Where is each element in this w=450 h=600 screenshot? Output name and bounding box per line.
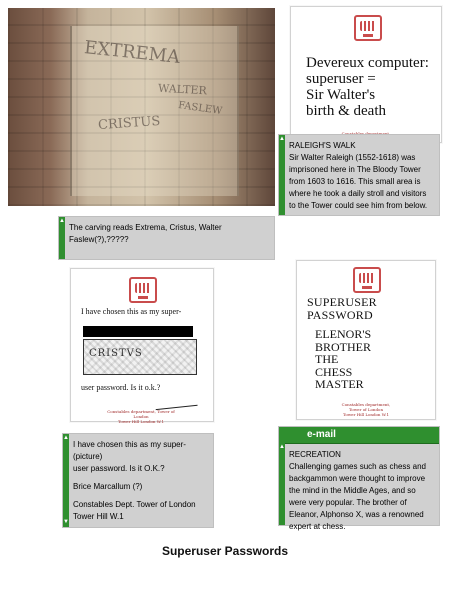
page-caption: Superuser Passwords xyxy=(161,544,289,558)
card2-top-note: I have chosen this as my super- xyxy=(81,307,182,316)
card3-title-line-1: SUPERUSER xyxy=(307,295,377,309)
superuser-card-1 xyxy=(290,6,442,143)
signature-line xyxy=(154,393,197,410)
card-headline xyxy=(306,55,436,119)
card2-bottom-note: user password. Is it o.k.? xyxy=(81,383,161,392)
carving-note-text: The carving reads Extrema, Cristus, Walter Faslew(?),????? xyxy=(69,223,222,244)
email-header-label: e-mail xyxy=(307,429,336,440)
wall-mark-extrema: EXTREMA xyxy=(83,37,181,68)
carving-note xyxy=(58,216,275,260)
email-header-bar xyxy=(279,427,439,444)
note-marker-icon xyxy=(59,217,65,225)
sketch-text: CRISTVS xyxy=(89,348,143,359)
card3-title xyxy=(307,296,427,322)
note-line-6: Tower Hill W.1 xyxy=(73,512,124,521)
card3-title-line-2: PASSWORD xyxy=(307,308,373,322)
card-footer-line-2: Tower Hill London W.1 xyxy=(342,411,390,417)
superuser-card-note xyxy=(62,433,214,528)
note-marker-icon xyxy=(63,434,69,442)
superuser-card-3 xyxy=(296,260,436,420)
headline-line-1: Devereux computer: xyxy=(306,55,429,71)
note-line-4: Brice Marcallum (?) xyxy=(73,482,143,491)
wall-mark-walter: WALTER xyxy=(157,81,208,98)
wall-mark-cristus: CRISTUS xyxy=(97,113,161,134)
email-note xyxy=(278,426,440,531)
card-footer-line-1: Constables department, Tower of London xyxy=(341,402,391,412)
crest-icon xyxy=(129,277,157,303)
card-footer-line-1: Constables department, Tower of London xyxy=(107,409,175,419)
note-body: Sir Walter Raleigh (1552-1618) was imprisoned here in The Bloody Tower from 1603 to 1616. This small area is where he took a daily stroll and visitors to the Tower could see him from below. xyxy=(289,153,428,210)
note-line-2: (picture) xyxy=(73,452,103,461)
card3-body-line-5: MASTER xyxy=(315,377,364,391)
email-body: Challenging games such as chess and backgammon were thought to improve the mind in the Middle Ages, and so were very popular. The brother of Eleanor, Alphonso X, was a renowned expert at chess. xyxy=(289,462,426,531)
note-marker-bottom-icon xyxy=(63,519,69,527)
note-content xyxy=(69,222,270,246)
card-footer xyxy=(106,410,176,424)
card3-body-line-4: CHESS xyxy=(315,364,353,379)
email-content xyxy=(289,449,435,533)
raleigh-walk-note xyxy=(278,134,440,216)
headline-line-3: Sir Walter's xyxy=(306,87,376,103)
note-line-1: I have chosen this as my super- xyxy=(73,440,186,449)
card3-body-line-1: ELENOR'S xyxy=(315,327,372,341)
card3-body-line-3: THE xyxy=(315,352,339,366)
note-heading: RALEIGH'S WALK xyxy=(289,141,356,150)
note-content xyxy=(73,439,209,523)
note-strip xyxy=(279,443,285,525)
note-content xyxy=(289,140,435,212)
note-marker-icon xyxy=(279,443,285,451)
superuser-card-2 xyxy=(70,268,214,422)
note-marker-icon xyxy=(279,135,285,143)
card3-body xyxy=(315,328,425,391)
card3-body-line-2: BROTHER xyxy=(315,339,372,354)
note-line-5: Constables Dept. Tower of London xyxy=(73,500,196,509)
redaction-bar xyxy=(83,326,193,337)
headline-line-2: superuser = xyxy=(306,71,376,87)
note-strip xyxy=(63,434,69,527)
note-line-3: user password. Is it O.K.? xyxy=(73,464,165,473)
email-title: RECREATION xyxy=(289,450,341,459)
card-footer-line-2: Tower Hill London W.1 xyxy=(117,418,165,424)
card-footer xyxy=(335,403,397,417)
wall-mark-faslew: FASLEW xyxy=(177,99,223,118)
carving-photo xyxy=(8,8,275,206)
crest-icon xyxy=(354,15,382,41)
headline-line-4: birth & death xyxy=(306,103,386,119)
note-strip xyxy=(279,135,285,215)
crest-icon xyxy=(353,267,381,293)
